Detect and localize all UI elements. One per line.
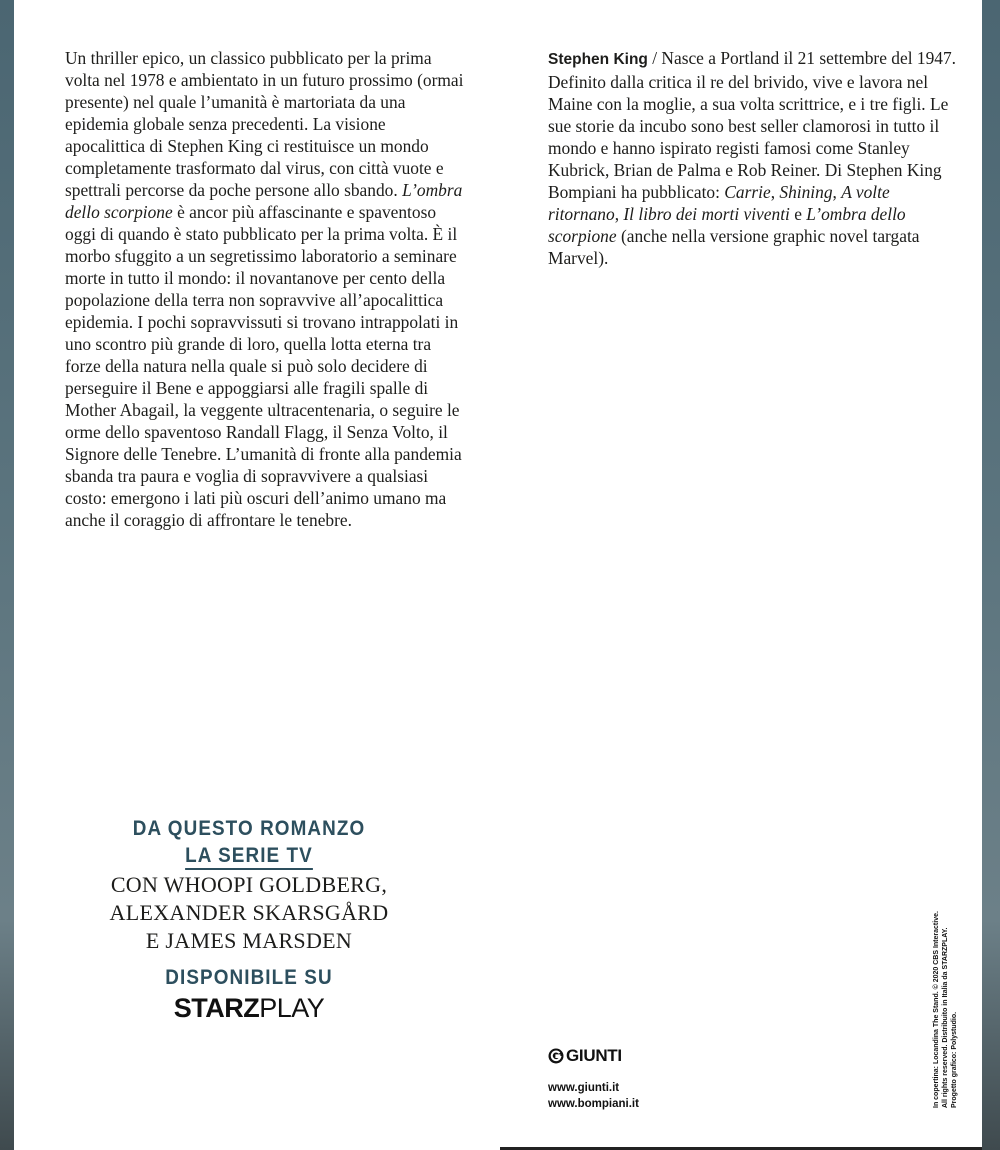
back-cover-page	[14, 0, 982, 1150]
credits-line-2: All rights reserved. Distribuito in Italia da STARZPLAY.	[942, 927, 949, 1108]
bio-text-1: / Nasce a Portland il 21 settembre del 1947. Definito dalla critica il re del brivido, vive e lavora nel Maine con la moglie, a sua volta scrittrice, e i tre figli. Le sue storie da incubo sono best seller clamorosi in tutto il mondo e hanno ispirato registi famosi come Stanley Kubrick, Brian de Palma e Rob Reiner. Di Stephen King Bompiani ha pubblicato:	[548, 48, 957, 202]
bio-sep-3: ,	[614, 204, 624, 224]
bio-sep-2: ,	[832, 182, 842, 202]
publisher-block	[548, 1046, 639, 1112]
bio-sep-1: ,	[770, 182, 780, 202]
synopsis-part2: è ancor più affascinante e spaventoso oggi di quando è stato pubblicato per la prima volta. È il morbo sfuggito a un segretissimo laboratorio a seminare morte in tutto il mondo: il novantanove per cento della popolazione della terra non sopravvive all’apocalittica epidemia. I pochi sopravvissuti si trovano intrappolati in uno scontro più grande di loro, quella lotta eterna tra forze della natura nella quale si può solo decidere di perseguire il Bene e appoggiarsi alle fragili spalle di Mother Abagail, la veggente ultracentenaria, o seguire le orme dello spaventoso Randall Flagg, il Senza Volto, il Signore delle Tenebre. L’umanità di fronte alla pandemia sbanda tra paura e voglia di sopravvivere a qualsiasi costo: emergono i lati più oscuri dell’animo umano ma anche il coraggio di affrontare le tenebre.	[65, 202, 462, 530]
credits-line-3: Progetto grafico: Polystudio.	[951, 1011, 958, 1108]
promo-subheadline-wrap	[96, 842, 402, 870]
link-bompiani: www.bompiani.it	[548, 1098, 639, 1110]
credits-line-1: In copertina: Locandina The Stand. © 2020 CBS Interactive.	[933, 911, 940, 1108]
promo-subheadline: LA SERIE TV	[185, 844, 313, 870]
synopsis-column	[65, 47, 465, 531]
tv-series-promo	[79, 815, 419, 1025]
cover-credits	[932, 898, 959, 1108]
author-bio-column	[548, 47, 958, 269]
giunti-logo	[548, 1046, 639, 1066]
author-name: Stephen King	[548, 51, 648, 68]
giunti-g-icon	[548, 1048, 564, 1064]
book-libro-morti-viventi: Il libro dei morti viventi	[623, 204, 790, 224]
book-a-volte-ritornano: A volte ritornano	[548, 182, 890, 224]
synopsis-text	[65, 47, 465, 531]
link-giunti: www.giunti.it	[548, 1082, 620, 1094]
synopsis-book-title: L’ombra dello scorpione	[65, 180, 463, 222]
promo-cast-line-3: E JAMES MARSDEN	[145, 928, 353, 953]
bio-sep-4: e	[789, 204, 807, 224]
starzplay-logo	[79, 991, 419, 1025]
book-shining: Shining	[779, 182, 833, 202]
promo-cast-line-1: CON WHOOPI GOLDBERG,	[110, 872, 388, 897]
author-bio-text	[548, 47, 958, 269]
promo-available-on: DISPONIBILE SU	[165, 966, 333, 989]
synopsis-part1: Un thriller epico, un classico pubblicato per la prima volta nel 1978 e ambientato in un futuro prossimo (ormai presente) nel quale l’umanità è martoriata da una epidemia globale senza precedenti. La visione apocalittica di Stephen King ci restituisce un mondo completamente trasformato dal virus, con città vuote e spettrali percorse da poche persone allo sbando.	[65, 48, 464, 200]
book-carrie: Carrie	[724, 182, 771, 202]
publisher-links	[548, 1080, 639, 1112]
promo-headline: DA QUESTO ROMANZO	[132, 817, 366, 840]
bio-text-2: (anche nella versione graphic novel targata Marvel).	[548, 226, 920, 268]
book-ombra-scorpione: L’ombra dello scorpione	[548, 204, 906, 246]
promo-cast-line-2: ALEXANDER SKARSGÅRD	[109, 900, 389, 925]
starz-wordmark-bold: STARZ	[173, 993, 260, 1023]
play-wordmark-light: PLAY	[259, 993, 325, 1023]
giunti-logo-text: GIUNTI	[566, 1046, 622, 1065]
